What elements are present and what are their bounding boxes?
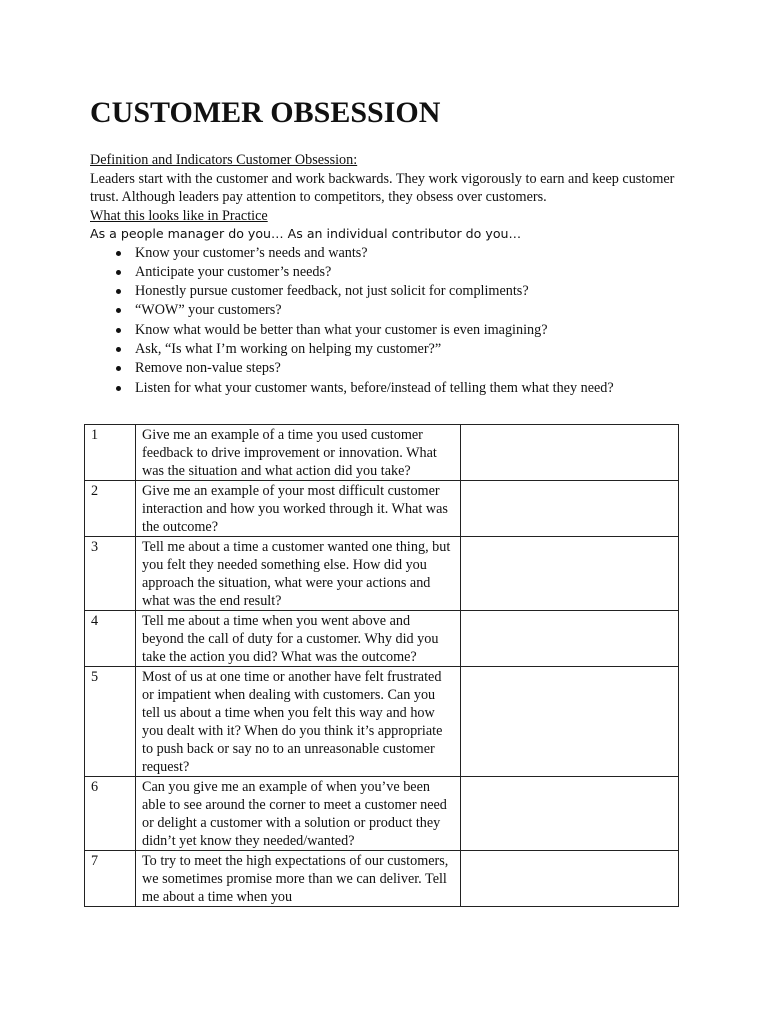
list-item: Know what would be better than what your customer is even imagining? <box>90 321 680 340</box>
bullet-icon <box>116 347 121 352</box>
answer-cell[interactable] <box>461 851 679 907</box>
question-number: 6 <box>85 777 136 851</box>
list-item: Listen for what your customer wants, before/instead of telling them what they need? <box>90 379 680 398</box>
list-item: Anticipate your customer’s needs? <box>90 263 680 282</box>
question-text: Tell me about a time a customer wanted one thing, but you felt they needed something else. How did you approach the situation, what were your actions and what was the end result? <box>136 537 461 611</box>
answer-cell[interactable] <box>461 667 679 777</box>
question-text: Can you give me an example of when you’ve been able to see around the corner to meet a customer need or delight a customer with a solution or product they didn’t yet know they needed/wanted? <box>136 777 461 851</box>
question-text: Give me an example of your most difficult customer interaction and how you worked through it. What was the outcome? <box>136 481 461 537</box>
table-row <box>85 851 679 907</box>
question-number: 7 <box>85 851 136 907</box>
answer-cell[interactable] <box>461 777 679 851</box>
bullet-icon <box>116 289 121 294</box>
bullet-icon <box>116 366 121 371</box>
answer-cell[interactable] <box>461 537 679 611</box>
bullet-icon <box>116 308 121 313</box>
content-block <box>90 151 680 398</box>
question-text: Give me an example of a time you used customer feedback to drive improvement or innovation. What was the situation and what action did you take? <box>136 425 461 481</box>
page-title: CUSTOMER OBSESSION <box>90 96 441 129</box>
list-item: Know your customer’s needs and wants? <box>90 244 680 263</box>
question-number: 2 <box>85 481 136 537</box>
practice-intro: As a people manager do you… As an individual contributor do you… <box>90 226 522 241</box>
practice-heading: What this looks like in Practice <box>90 207 268 224</box>
list-item: Remove non-value steps? <box>90 359 680 378</box>
questions-table <box>84 424 679 907</box>
answer-cell[interactable] <box>461 611 679 667</box>
table-row <box>85 425 679 481</box>
answer-cell[interactable] <box>461 481 679 537</box>
question-number: 5 <box>85 667 136 777</box>
table-row <box>85 611 679 667</box>
bullet-icon <box>116 270 121 275</box>
table-row <box>85 537 679 611</box>
list-item: Ask, “Is what I’m working on helping my customer?” <box>90 340 680 359</box>
table-row <box>85 481 679 537</box>
definition-text: Leaders start with the customer and work backwards. They work vigorously to earn and keep customer trust. Although leaders pay attention to competitors, they obsess over customers. <box>90 170 675 205</box>
bullet-icon <box>116 251 121 256</box>
list-item: “WOW” your customers? <box>90 301 680 320</box>
question-number: 1 <box>85 425 136 481</box>
question-number: 3 <box>85 537 136 611</box>
table-row <box>85 777 679 851</box>
definition-heading: Definition and Indicators Customer Obsession: <box>90 152 358 168</box>
practice-bullet-list <box>90 244 680 398</box>
list-item: Honestly pursue customer feedback, not just solicit for compliments? <box>90 282 680 301</box>
answer-cell[interactable] <box>461 425 679 481</box>
table-row <box>85 667 679 777</box>
question-text: Most of us at one time or another have felt frustrated or impatient when dealing with customers. Can you tell us about a time when you felt this way and how you dealt with it? When do you think it’s appropriate to push back or say no to an unreasonable customer request? <box>136 667 461 777</box>
question-text: Tell me about a time when you went above and beyond the call of duty for a customer. Why did you take the action you did? What was the outcome? <box>136 611 461 667</box>
bullet-icon <box>116 328 121 333</box>
question-text: To try to meet the high expectations of our customers, we sometimes promise more than we can deliver. Tell me about a time when you <box>136 851 461 907</box>
question-number: 4 <box>85 611 136 667</box>
bullet-icon <box>116 386 121 391</box>
